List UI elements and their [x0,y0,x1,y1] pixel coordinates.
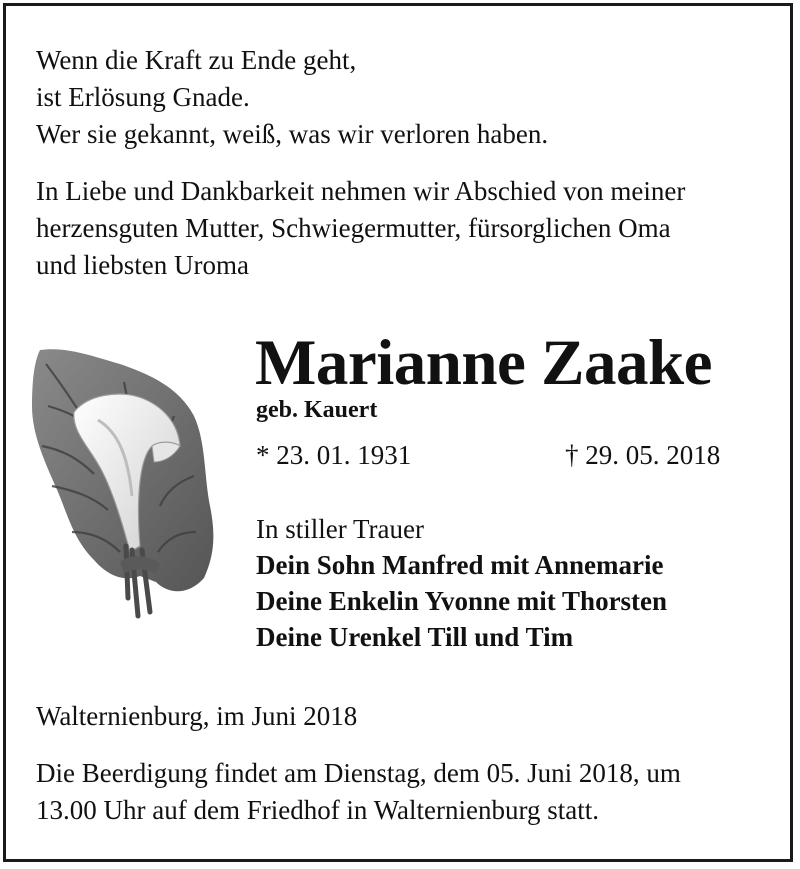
mourners-list [256,547,667,655]
poem [36,42,548,153]
calla-lily-icon [28,346,220,636]
birth-date: * 23. 01. 1931 [256,440,412,470]
place-date: Walternienburg, im Juni 2018 [36,701,358,731]
deceased-name: Marianne Zaake [255,327,713,399]
funeral-line: Die Beerdigung findet am Dienstag, dem 05. Juni 2018, um [36,758,681,788]
mourner-line: Deine Urenkel Till und Tim [256,622,574,652]
intro-line: herzensguten Mutter, Schwiegermutter, fürsorglichen Oma [36,213,671,243]
poem-line: Wenn die Kraft zu Ende geht, [36,45,357,75]
intro-line: In Liebe und Dankbarkeit nehmen wir Abschied von meiner [36,176,686,206]
intro-line: und liebsten Uroma [36,250,249,280]
funeral-line: 13.00 Uhr auf dem Friedhof in Walternienburg statt. [36,795,599,825]
mourner-line: Dein Sohn Manfred mit Annemarie [256,550,664,580]
mourner-line: Deine Enkelin Yvonne mit Thorsten [256,586,668,616]
poem-line: ist Erlösung Gnade. [36,82,250,112]
funeral-info [36,755,681,829]
intro-text [36,173,685,284]
mourning-label: In stiller Trauer [256,514,424,544]
birth-name: geb. Kauert [256,397,378,423]
poem-line: Wer sie gekannt, weiß, was wir verloren haben. [36,119,549,149]
death-date: † 29. 05. 2018 [565,440,721,470]
